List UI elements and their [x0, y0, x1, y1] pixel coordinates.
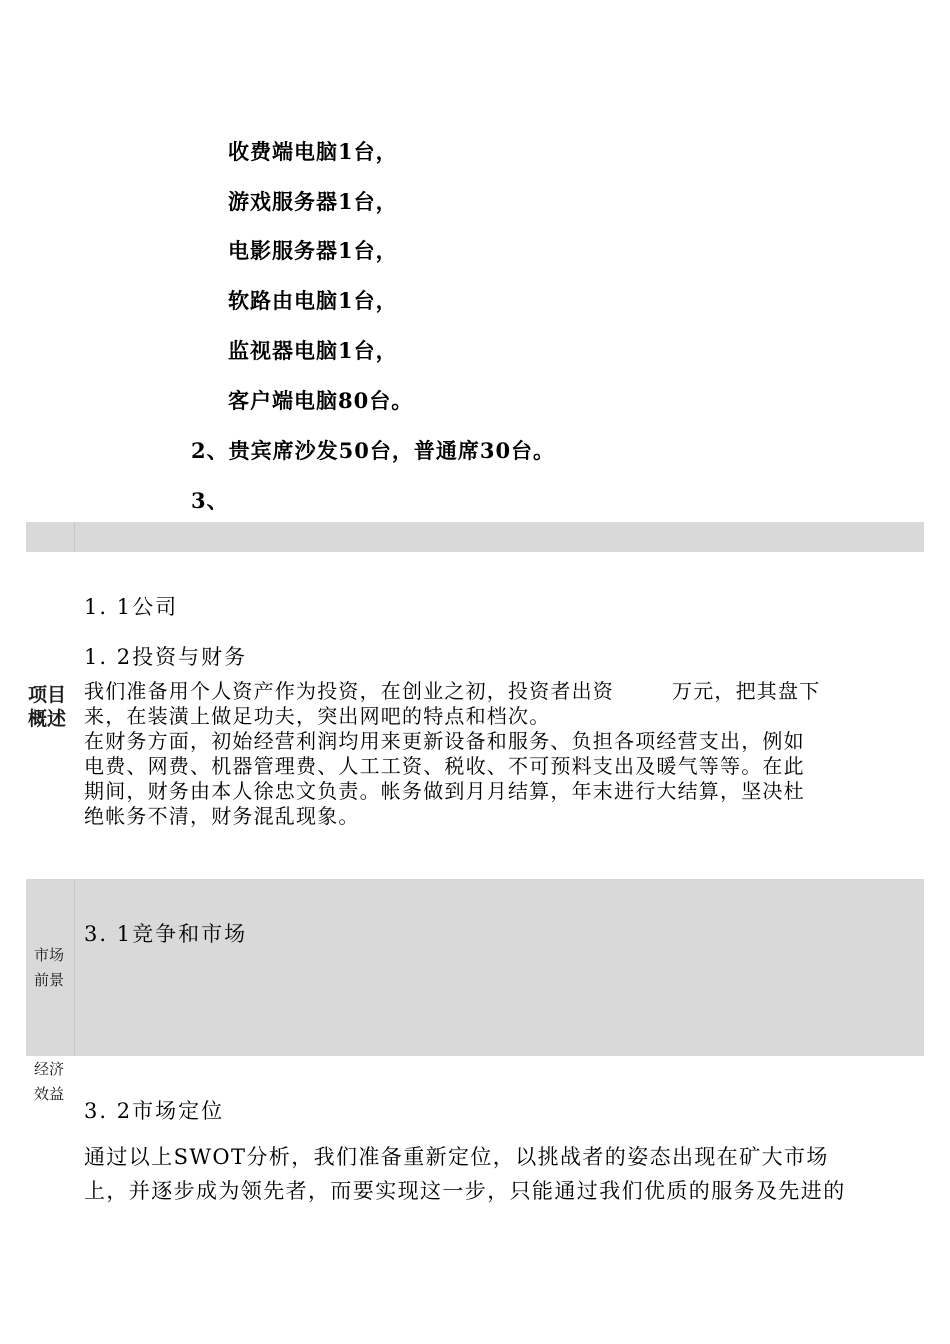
positioning-line: 上，并逐步成为领先者，而要实现这一步，只能通过我们优质的服务及先进的 [84, 1179, 846, 1203]
side-label-line: 经济 [34, 1060, 65, 1078]
investment-text-line: 来，在装潢上做足功夫，突出网吧的特点和档次。 [84, 704, 551, 728]
finance-line: 期间，财务由本人徐忠文负责。帐务做到月月结算，年末进行大结算，坚决杜 [84, 779, 805, 803]
side-label-line: 项目 [28, 684, 67, 706]
heading-finance: 1. 2投资与财务 [84, 645, 248, 669]
equipment-item: 监视器电脑1台， [228, 338, 398, 363]
equipment-item: 游戏服务器1台， [228, 189, 398, 214]
equipment-item: 电影服务器1台， [228, 238, 398, 263]
item-3-line: 3、 [191, 488, 229, 513]
equipment-item: 软路由电脑1台， [228, 288, 398, 313]
heading-company: 1. 1公司 [84, 595, 179, 619]
heading-positioning: 3. 2市场定位 [84, 1099, 225, 1123]
side-label-line: 前景 [34, 971, 65, 989]
positioning-line: 通过以上SWOT分析，我们准备重新定位，以挑战者的姿态出现在矿大市场 [84, 1145, 829, 1169]
side-label-line: 市场 [34, 946, 65, 964]
investment-paragraph [84, 679, 820, 729]
heading-competition: 3. 1竞争和市场 [84, 922, 248, 946]
side-label-market [34, 943, 64, 993]
finance-line: 在财务方面，初始经营利润均用来更新设备和服务、负担各项经营支出，例如 [84, 729, 805, 753]
finance-paragraph [84, 729, 805, 829]
finance-line: 绝帐务不清，财务混乱现象。 [84, 804, 360, 828]
side-label-line: 效益 [34, 1085, 65, 1103]
seats-line: 2、贵宾席沙发50台，普通席30台。 [191, 438, 556, 463]
equipment-item: 收费端电脑1台， [228, 139, 398, 164]
section-band [26, 522, 924, 552]
side-label-overview [28, 683, 66, 731]
side-label-economy [34, 1057, 64, 1107]
band-divider [74, 522, 75, 552]
investment-text-amount: 万元，把其盘下 [672, 679, 821, 703]
positioning-paragraph [84, 1140, 846, 1208]
investment-text: 我们准备用个人资产作为投资，在创业之初，投资者出资 [84, 679, 614, 703]
side-label-line: 概述 [28, 708, 67, 730]
equipment-item: 客户端电脑80台。 [228, 388, 414, 413]
market-band [26, 879, 924, 1056]
band-divider [74, 879, 75, 1056]
finance-line: 电费、网费、机器管理费、人工工资、税收、不可预料支出及暖气等等。在此 [84, 754, 805, 778]
